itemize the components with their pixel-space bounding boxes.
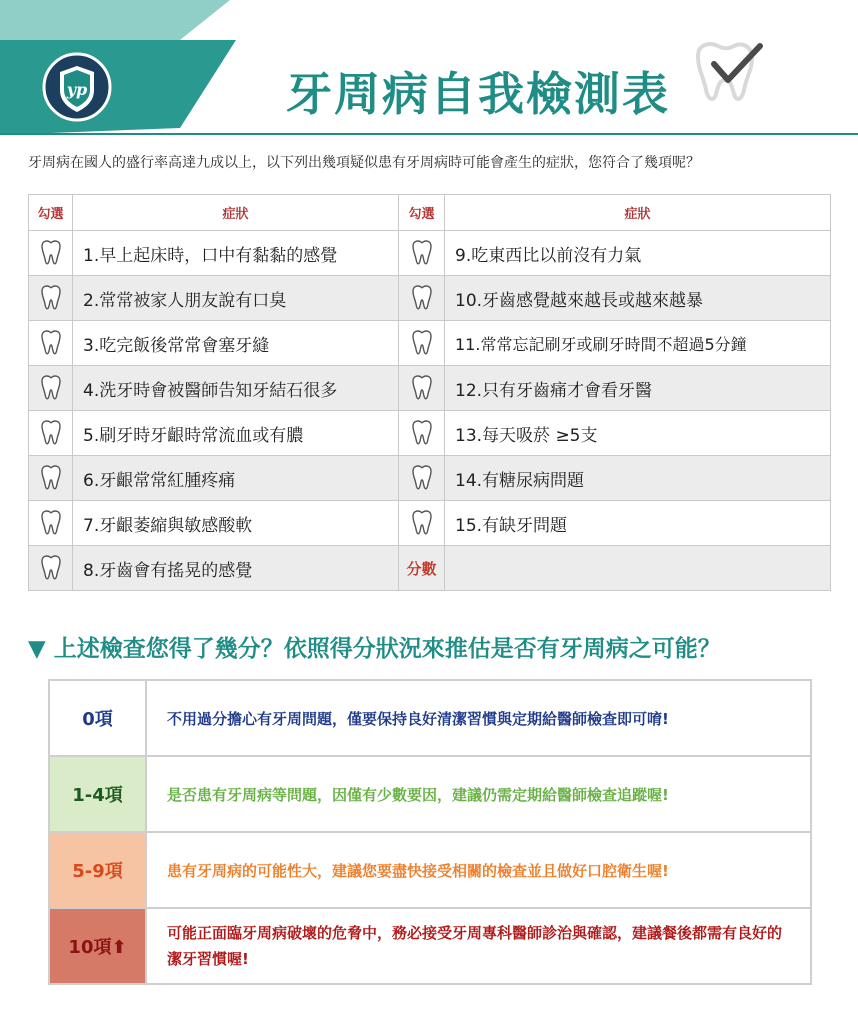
tooth-checkbox-icon[interactable] <box>29 276 73 321</box>
symptom-item: 11.常常忘記刷牙或刷牙時間不超過5分鐘 <box>445 321 831 366</box>
tooth-checkbox-icon[interactable] <box>29 321 73 366</box>
scoring-table <box>48 679 812 985</box>
col-check-header: 勾選 <box>29 195 73 231</box>
symptom-checklist-table <box>28 194 831 591</box>
score-row <box>49 680 811 756</box>
table-row <box>29 366 831 411</box>
table-row <box>29 456 831 501</box>
tooth-checkbox-icon[interactable] <box>399 366 445 411</box>
score-row <box>49 908 811 984</box>
logo-text: yp <box>66 80 88 99</box>
clinic-logo <box>42 52 112 122</box>
intro-text: 牙周病在國人的盛行率高達九成以上，以下列出幾項疑似患有牙周病時可能會產生的症狀，您符合了幾項呢？ <box>28 155 700 171</box>
checklist-header-row <box>29 195 831 231</box>
score-input[interactable] <box>445 546 831 591</box>
tooth-checkbox-icon[interactable] <box>29 411 73 456</box>
page-title: 牙周病自我檢測表 <box>286 67 670 121</box>
tooth-checkbox-icon[interactable] <box>399 231 445 276</box>
down-triangle-icon: ▼ <box>28 636 46 662</box>
symptom-item: 15.有缺牙問題 <box>445 501 831 546</box>
tooth-checkbox-icon[interactable] <box>29 501 73 546</box>
symptom-item: 9.吃東西比以前沒有力氣 <box>445 231 831 276</box>
score-row <box>49 832 811 908</box>
table-row <box>29 546 831 591</box>
score-description: 患有牙周病的可能性大，建議您要盡快接受相關的檢查並且做好口腔衛生喔! <box>146 832 811 908</box>
symptom-item: 7.牙齦萎縮與敏感酸軟 <box>73 501 399 546</box>
symptom-item: 14.有糖尿病問題 <box>445 456 831 501</box>
symptom-item: 2.常常被家人朋友說有口臭 <box>73 276 399 321</box>
symptom-item: 1.早上起床時，口中有黏黏的感覺 <box>73 231 399 276</box>
table-row <box>29 411 831 456</box>
symptom-item: 12.只有牙齒痛才會看牙醫 <box>445 366 831 411</box>
symptom-item: 4.洗牙時會被醫師告知牙結石很多 <box>73 366 399 411</box>
arrow-up-icon: ⬆ <box>111 937 127 958</box>
symptom-item: 13.每天吸菸 ≥5支 <box>445 411 831 456</box>
scoring-section-title <box>28 630 721 663</box>
tooth-checkbox-icon[interactable] <box>29 456 73 501</box>
tooth-checkbox-icon[interactable] <box>29 546 73 591</box>
scoring-title-text: 上述檢查您得了幾分？依照得分狀況來推估是否有牙周病之可能？ <box>53 636 721 662</box>
col-symptom-header: 症狀 <box>73 195 399 231</box>
table-row <box>29 231 831 276</box>
symptom-item: 8.牙齒會有搖晃的感覺 <box>73 546 399 591</box>
tooth-checkbox-icon[interactable] <box>399 321 445 366</box>
tooth-checkbox-icon[interactable] <box>29 366 73 411</box>
score-description: 不用過分擔心有牙周問題，僅要保持良好清潔習慣與定期給醫師檢查即可唷! <box>146 680 811 756</box>
symptom-item: 5.刷牙時牙齦時常流血或有膿 <box>73 411 399 456</box>
score-description: 是否患有牙周病等問題，因僅有少數要因，建議仍需定期給醫師檢查追蹤喔! <box>146 756 811 832</box>
score-range: 5-9項 <box>49 832 146 908</box>
symptom-item: 3.吃完飯後常常會塞牙縫 <box>73 321 399 366</box>
col-check-header: 勾選 <box>399 195 445 231</box>
col-symptom-header: 症狀 <box>445 195 831 231</box>
tooth-check-icon <box>688 38 763 108</box>
tooth-checkbox-icon[interactable] <box>399 456 445 501</box>
symptom-item: 10.牙齒感覺越來越長或越來越暴 <box>445 276 831 321</box>
score-row <box>49 756 811 832</box>
tooth-checkbox-icon[interactable] <box>29 231 73 276</box>
symptom-item: 6.牙齦常常紅腫疼痛 <box>73 456 399 501</box>
tooth-checkbox-icon[interactable] <box>399 276 445 321</box>
score-range: 10項 <box>68 937 112 958</box>
score-range: 0項 <box>49 680 146 756</box>
tooth-checkbox-icon[interactable] <box>399 501 445 546</box>
score-range-cell <box>49 908 146 984</box>
table-row <box>29 501 831 546</box>
score-label: 分數 <box>399 546 445 591</box>
table-row <box>29 321 831 366</box>
score-description: 可能正面臨牙周病破壞的危脅中，務必接受牙周專科醫師診治與確認，建議餐後都需有良好的潔牙習慣喔! <box>146 908 811 984</box>
tooth-checkbox-icon[interactable] <box>399 411 445 456</box>
score-range: 1-4項 <box>49 756 146 832</box>
table-row <box>29 276 831 321</box>
